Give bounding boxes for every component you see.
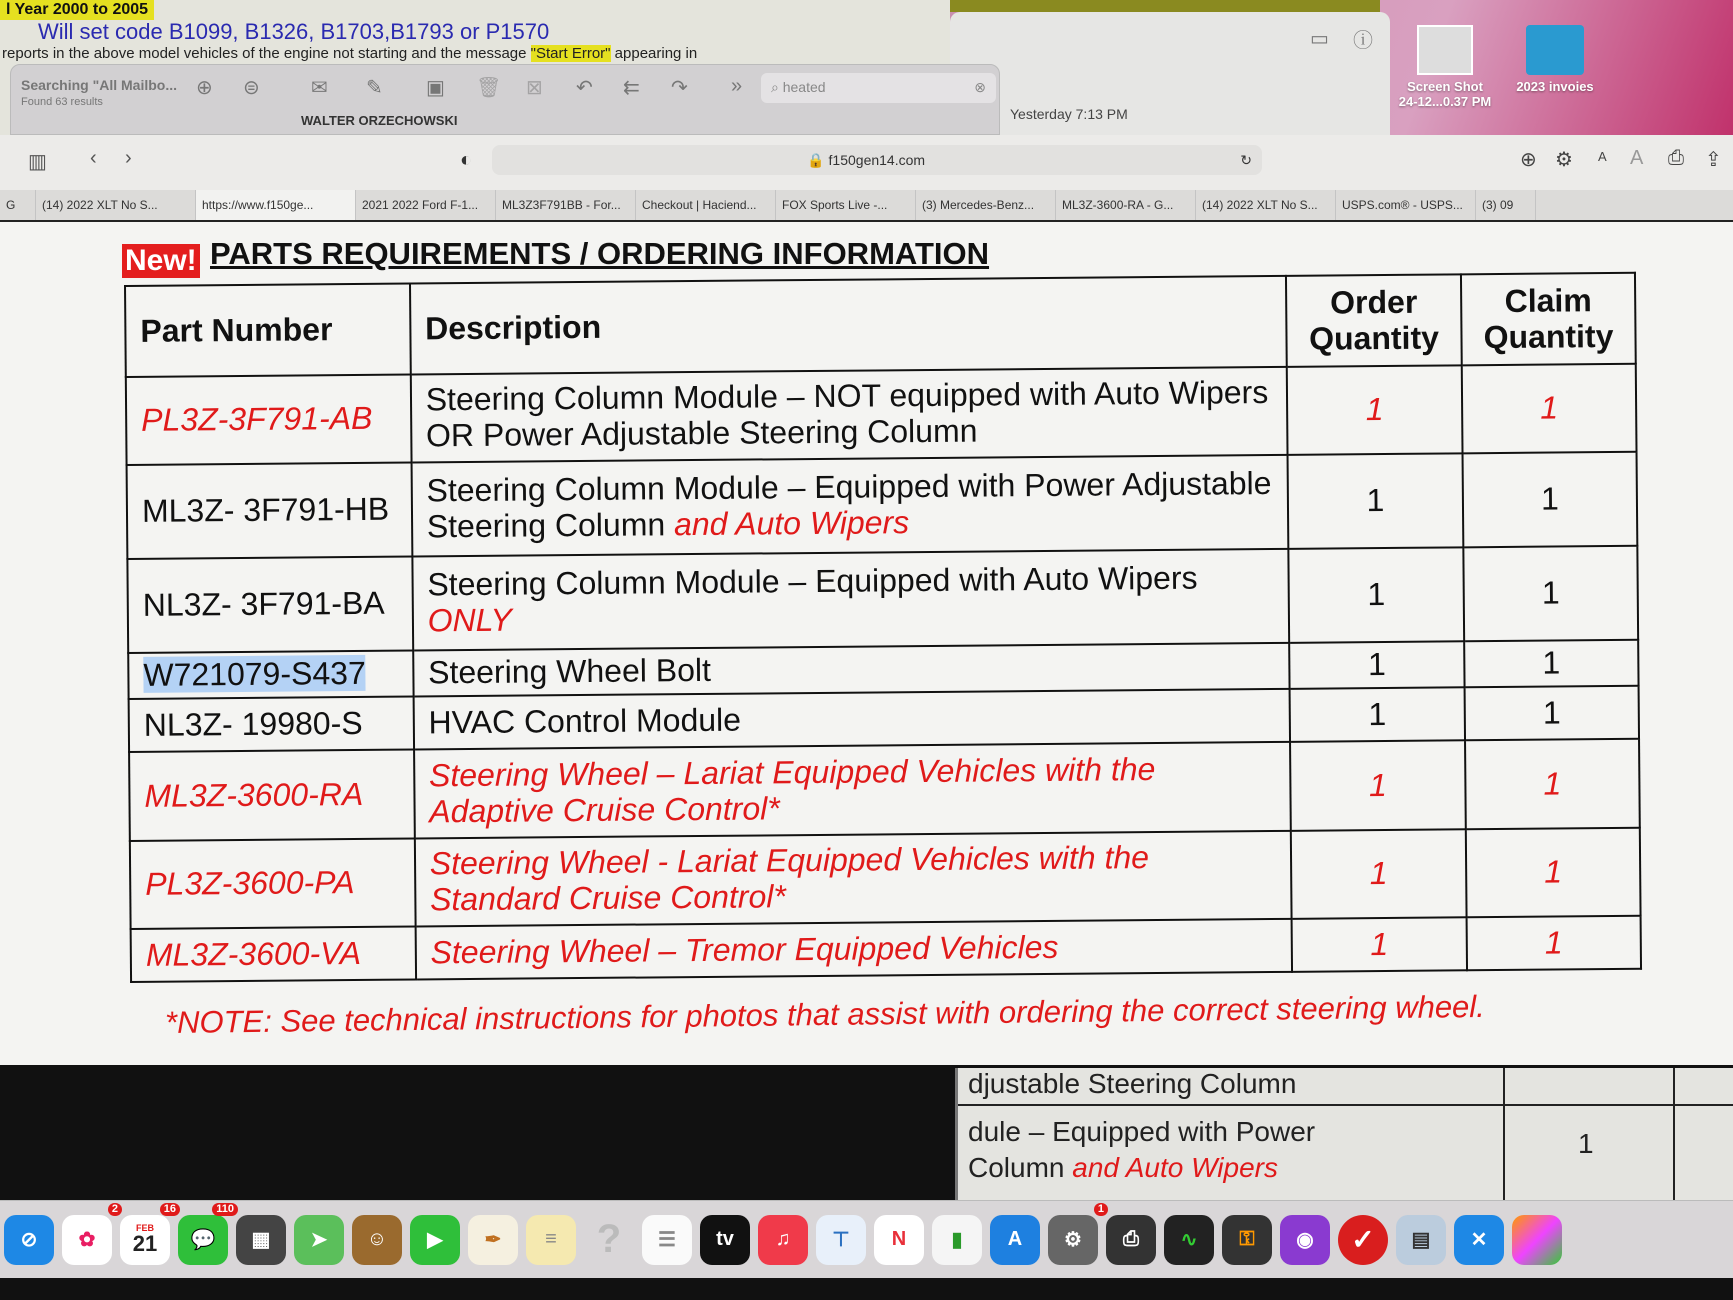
calculator-icon[interactable]: ▦ (236, 1215, 286, 1265)
order-quantity: 1 (1289, 641, 1464, 689)
order-quantity: 1 (1287, 365, 1463, 455)
photos-icon[interactable]: ✿ 2 (62, 1215, 112, 1265)
description-text: Steering Column Module – NOT equipped with Auto Wipers OR Power Adjustable Steering Column (425, 374, 1269, 454)
reply-icon[interactable]: ↶ (576, 77, 593, 99)
tab[interactable]: ML3Z3F791BB - For... (496, 190, 636, 220)
table-row (127, 546, 1638, 653)
search-value: heated (782, 79, 826, 95)
description-red-text: ONLY (427, 601, 513, 639)
footnote: *NOTE: See technical instructions for photos that assist with ordering the correct steering wheel. (164, 988, 1486, 1041)
tab-active[interactable]: https://www.f150ge... (196, 190, 356, 220)
maps-icon[interactable]: ➤ (294, 1215, 344, 1265)
folder-icon (1526, 25, 1584, 75)
description-red-text: and Auto Wipers (673, 504, 910, 543)
text-larger-icon[interactable]: A (1630, 147, 1644, 169)
mail-icon[interactable]: ✉ (311, 77, 328, 99)
reminders-icon[interactable]: ☰ (642, 1215, 692, 1265)
utility-icon[interactable]: ✕ (1454, 1215, 1504, 1265)
background-text: dule – Equipped with Power (968, 1116, 1316, 1147)
order-quantity: 1 (1288, 453, 1464, 549)
text-smaller-icon[interactable]: A (1598, 149, 1607, 164)
contacts-icon[interactable]: ☺ (352, 1215, 402, 1265)
start-error-highlight: "Start Error" (530, 45, 611, 62)
print-icon[interactable]: ⎙ (1668, 147, 1684, 169)
browser-toolbar (0, 135, 1733, 190)
background-window (955, 1068, 1733, 1200)
background-text: djustable Steering Column (968, 1068, 1297, 1099)
part-number-cell[interactable] (131, 926, 416, 981)
header-order-quantity: Order Quantity (1286, 274, 1462, 367)
forward-icon[interactable]: ↷ (671, 77, 688, 99)
page-content (0, 222, 1733, 1065)
desktop-icon-label: Screen Shot 24-12...0.37 PM (1398, 79, 1492, 109)
notes-icon[interactable]: ≡ (526, 1215, 576, 1265)
description-text: HVAC Control Module (428, 701, 742, 740)
part-number-cell[interactable] (127, 462, 413, 558)
background-qty: 1 (1578, 1128, 1594, 1159)
printer-icon[interactable]: ⎙ (1106, 1215, 1156, 1265)
apple-tv-icon[interactable] (700, 1215, 750, 1265)
compose-icon[interactable]: ✎ (366, 77, 383, 99)
claim-quantity: 1 (1464, 640, 1638, 688)
description-cell (415, 831, 1292, 927)
description-text: Steering Column Module – Equipped with Power Adjustable Steering Column (426, 465, 1272, 545)
tab[interactable]: FOX Sports Live -... (776, 190, 916, 220)
badge: 110 (212, 1203, 238, 1216)
screenshot-thumbnail-icon (1417, 25, 1473, 75)
message-time: Yesterday 7:13 PM (1010, 106, 1128, 122)
tab[interactable]: USPS.com® - USPS... (1336, 190, 1476, 220)
part-number: NL3Z- 3F791-BA (142, 584, 385, 623)
music-icon[interactable]: ♫ (758, 1215, 808, 1265)
header-claim-quantity: Claim Quantity (1461, 273, 1636, 366)
calendar-month: FEB (136, 1223, 154, 1233)
checkmark-app-icon[interactable]: ✓ (1338, 1215, 1388, 1265)
junk-icon[interactable]: ⊠ (526, 77, 543, 99)
divider (1673, 1068, 1675, 1200)
header-part-number: Part Number (125, 284, 411, 377)
tab-google[interactable]: G (0, 190, 36, 220)
order-quantity: 1 (1288, 547, 1464, 643)
description-text: Steering Wheel Bolt (427, 651, 712, 691)
keynote-icon[interactable]: ⊤ (816, 1215, 866, 1265)
parts-table (124, 272, 1642, 983)
back-icon[interactable]: ‹ (90, 147, 97, 169)
background-text-red: and Auto Wipers (1072, 1152, 1278, 1183)
table-row (130, 828, 1641, 929)
description-red-text: Steering Wheel - Lariat Equipped Vehicles with the Standard Cruise Control* (429, 839, 1150, 918)
address-bar[interactable] (492, 145, 1262, 175)
search-results-count: Found 63 results (21, 96, 103, 108)
system-settings-icon[interactable]: ⚙ 1 (1048, 1215, 1098, 1265)
claim-quantity: 1 (1466, 828, 1641, 918)
part-number: ML3Z-3600-RA (144, 775, 364, 814)
mail-search-input[interactable] (761, 73, 996, 103)
badge: 16 (160, 1203, 180, 1216)
facetime-icon[interactable]: ▶ (410, 1215, 460, 1265)
table-row (127, 452, 1638, 559)
tab[interactable]: (3) 09 (1476, 190, 1536, 220)
tab[interactable]: (3) Mercedes-Benz... (916, 190, 1056, 220)
divider (958, 1104, 1733, 1106)
forward-nav-icon[interactable]: › (125, 147, 132, 169)
lock-icon: 🔒 (807, 152, 825, 168)
tab[interactable]: (14) 2022 XLT No S... (1196, 190, 1336, 220)
order-quantity: 1 (1292, 917, 1467, 972)
code-line: Will set code B1099, B1326, B1703,B1793 or P1570 (38, 19, 550, 44)
more-icon[interactable]: » (731, 75, 743, 97)
search-icon: ⌕ (771, 79, 783, 95)
page-title: PARTS REQUIREMENTS / ORDERING INFORMATION (210, 236, 990, 271)
order-quantity: 1 (1291, 829, 1467, 919)
part-number-cell[interactable] (129, 696, 414, 751)
tab[interactable]: Checkout | Haciend... (636, 190, 776, 220)
app-store-icon[interactable]: A (990, 1215, 1040, 1265)
trash-icon[interactable]: 🗑 (476, 77, 502, 99)
part-number: ML3Z-3600-VA (145, 934, 362, 973)
calendar-icon[interactable] (120, 1202, 176, 1265)
description-red-text: Steering Wheel – Tremor Equipped Vehicles (430, 928, 1059, 970)
part-number-cell[interactable] (127, 556, 413, 652)
claim-quantity: 1 (1462, 364, 1637, 454)
clear-search-icon[interactable]: ⊗ (974, 79, 986, 95)
podcasts-icon[interactable]: ◉ (1280, 1215, 1330, 1265)
tab[interactable]: (14) 2022 XLT No S... (36, 190, 196, 220)
filter-icon[interactable]: ⊜ (243, 77, 260, 99)
keychain-icon[interactable]: ⚿ (1222, 1215, 1272, 1265)
claim-quantity: 1 (1465, 739, 1640, 830)
report-line (2, 45, 697, 62)
tab[interactable]: 2021 2022 Ford F-1... (356, 190, 496, 220)
description-cell (415, 919, 1292, 980)
claim-quantity: 1 (1463, 452, 1638, 548)
description-cell (413, 689, 1290, 750)
description-text: Steering Column Module – Equipped with Auto Wipers (427, 559, 1198, 603)
part-number-cell[interactable] (126, 375, 411, 465)
part-number: W721079-S437 (143, 654, 366, 693)
share-icon[interactable]: ⇪ (1705, 149, 1722, 171)
calendar-day: 21 (132, 1231, 158, 1256)
table-row (129, 739, 1640, 841)
url-text: f150gen14.com (828, 152, 926, 168)
part-number-cell[interactable] (128, 650, 413, 698)
background-text (968, 1152, 1278, 1184)
messages-window (950, 12, 1390, 135)
divider (1503, 1068, 1505, 1200)
search-status: Searching "All Mailbo... (21, 77, 177, 93)
claim-quantity: 1 (1465, 686, 1639, 741)
background-text-black: Column (968, 1152, 1073, 1183)
mail-sender: WALTER ORZECHOWSKI (301, 113, 458, 128)
claim-quantity: 1 (1467, 916, 1641, 971)
table-row (126, 364, 1637, 465)
download-icon[interactable]: ⊕ (1520, 149, 1537, 171)
mail-toolbar (10, 64, 1000, 135)
part-number-cell[interactable] (130, 838, 415, 928)
app-icon[interactable] (1512, 1215, 1562, 1265)
tv-label: tv (716, 1228, 734, 1250)
pages-icon[interactable]: ✒ (468, 1215, 518, 1265)
desktop-icon-folder[interactable] (1500, 25, 1610, 94)
reply-all-icon[interactable]: ⇇ (623, 77, 640, 99)
description-cell (411, 367, 1288, 463)
description-cell (411, 455, 1288, 557)
badge: 1 (1094, 1203, 1108, 1216)
add-icon[interactable]: ⊕ (196, 77, 213, 99)
tab-bar (0, 190, 1733, 222)
sidebar-icon[interactable]: ▥ (28, 151, 47, 173)
report-text-end: appearing in (610, 45, 698, 62)
preview-icon[interactable]: ▤ (1396, 1215, 1446, 1265)
order-quantity: 1 (1290, 740, 1466, 831)
description-cell (412, 549, 1289, 651)
messages-icon[interactable]: 💬 110 (178, 1215, 228, 1265)
description-red-text: Steering Wheel – Lariat Equipped Vehicles with the Adaptive Cruise Control* (428, 750, 1156, 829)
numbers-icon[interactable]: ▮ (932, 1215, 982, 1265)
badge: 2 (108, 1203, 122, 1216)
report-text: reports in the above model vehicles of the engine not starting and the message (2, 45, 531, 62)
shield-icon[interactable]: ◐ (460, 149, 473, 171)
claim-quantity: 1 (1463, 546, 1638, 642)
desktop-icon-screenshot[interactable] (1390, 25, 1500, 109)
part-number: ML3Z- 3F791-HB (141, 490, 390, 529)
table-header (125, 273, 1636, 377)
tab[interactable]: ML3Z-3600-RA - G... (1056, 190, 1196, 220)
safari-icon[interactable]: ⊘ (4, 1215, 54, 1265)
reload-icon[interactable]: ↻ (1240, 152, 1252, 168)
year-highlight: l Year 2000 to 2005 (0, 0, 154, 20)
part-number: PL3Z-3600-PA (145, 864, 355, 902)
description-cell (413, 643, 1290, 697)
part-number-cell[interactable] (129, 749, 415, 840)
gear-icon[interactable]: ⚙ (1555, 149, 1573, 171)
header-description: Description (410, 276, 1287, 375)
activity-monitor-icon[interactable]: ∿ (1164, 1215, 1214, 1265)
info-icon[interactable]: ⓘ (1353, 30, 1373, 52)
news-icon[interactable]: N (874, 1215, 924, 1265)
archive-icon[interactable]: ▣ (426, 77, 445, 99)
dock (0, 1200, 1733, 1278)
part-number: NL3Z- 19980-S (143, 704, 363, 743)
desktop-icon-label: 2023 invoies (1516, 79, 1594, 94)
browser-window (0, 135, 1733, 1065)
part-number: PL3Z-3F791-AB (141, 399, 373, 438)
video-icon[interactable]: ▭ (1310, 28, 1329, 50)
help-icon[interactable]: ? (596, 1217, 622, 1261)
new-badge: New! (122, 244, 200, 278)
description-cell (414, 742, 1291, 839)
window-edge (950, 0, 1380, 12)
order-quantity: 1 (1290, 687, 1465, 742)
